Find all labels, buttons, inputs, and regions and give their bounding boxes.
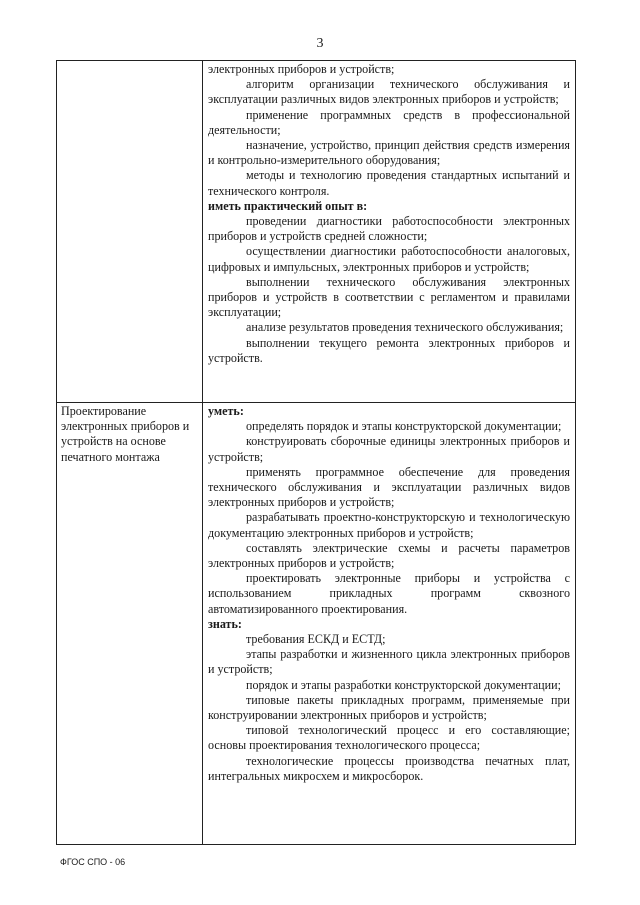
text-line: проектировать электронные приборы и устройства с использованием прикладных программ сквозного автоматизированного проектирования. xyxy=(208,571,570,616)
text-line: выполнении технического обслуживания электронных приборов и устройств в соответствии с регламентом и правилами эксплуатации; xyxy=(208,274,570,320)
section-heading: уметь: xyxy=(208,404,244,418)
text-line: определять порядок и этапы конструкторской документации; xyxy=(246,419,562,434)
text-line: типовой технологический процесс и его составляющие; основы проектирования технологического процесса; xyxy=(208,723,570,753)
text-line: применение программных средств в профессиональной деятельности; xyxy=(208,107,570,137)
text-line: разрабатывать проектно-конструкторскую и технологическую документацию электронных приборов и устройств; xyxy=(208,510,570,540)
text-line: применять программное обеспечение для проведения технического обслуживания и эксплуатации различных видов электронных приборов и устройств; xyxy=(208,464,570,510)
text-line: конструировать сборочные единицы электронных приборов и устройств; xyxy=(208,434,570,464)
row1-right-cell xyxy=(203,61,576,403)
text-line: методы и технологию проведения стандартных испытаний и технического контроля. xyxy=(208,168,570,198)
competency-table xyxy=(56,60,576,845)
text-line: технологические процессы производства печатных плат, интегральных микросхем и микросборок. xyxy=(208,753,570,783)
text-line: этапы разработки и жизненного цикла электронных приборов и устройств; xyxy=(208,647,570,677)
text-line: назначение, устройство, принцип действия средств измерения и контрольно-измерительного оборудования; xyxy=(208,138,570,168)
row1-left-cell xyxy=(57,61,203,403)
text-line: электронных приборов и устройств; xyxy=(208,62,395,76)
row2-right-cell xyxy=(203,403,576,845)
table-row xyxy=(57,403,576,845)
text-line: анализе результатов проведения технического обслуживания; xyxy=(246,320,564,335)
text-line: проведении диагностики работоспособности электронных приборов и устройств средней сложности; xyxy=(208,214,570,244)
footer-label: ФГОС СПО - 06 xyxy=(60,857,126,867)
table-row xyxy=(57,61,576,403)
text-line: выполнении текущего ремонта электронных приборов и устройств. xyxy=(208,335,570,365)
text-line: составлять электрические схемы и расчеты параметров электронных приборов и устройств; xyxy=(208,540,570,571)
text-line: алгоритм организации технического обслуживания и эксплуатации различных видов электронных приборов и устройств; xyxy=(208,77,570,107)
text-line: осуществлении диагностики работоспособности аналоговых, цифровых и импульсных, электронных приборов и устройств; xyxy=(208,244,570,274)
text-line: требования ЕСКД и ЕСТД; xyxy=(246,632,386,647)
section-heading: знать: xyxy=(208,616,242,631)
text-line: порядок и этапы разработки конструкторской документации; xyxy=(246,677,561,692)
section-heading: иметь практический опыт в: xyxy=(208,198,368,213)
row2-left-cell: Проектирование электронных приборов и устройств на основе печатного монтажа xyxy=(57,403,203,845)
page-number: 3 xyxy=(316,36,324,51)
text-line: типовые пакеты прикладных программ, применяемые при конструировании электронных приборов и устройств; xyxy=(208,692,570,723)
